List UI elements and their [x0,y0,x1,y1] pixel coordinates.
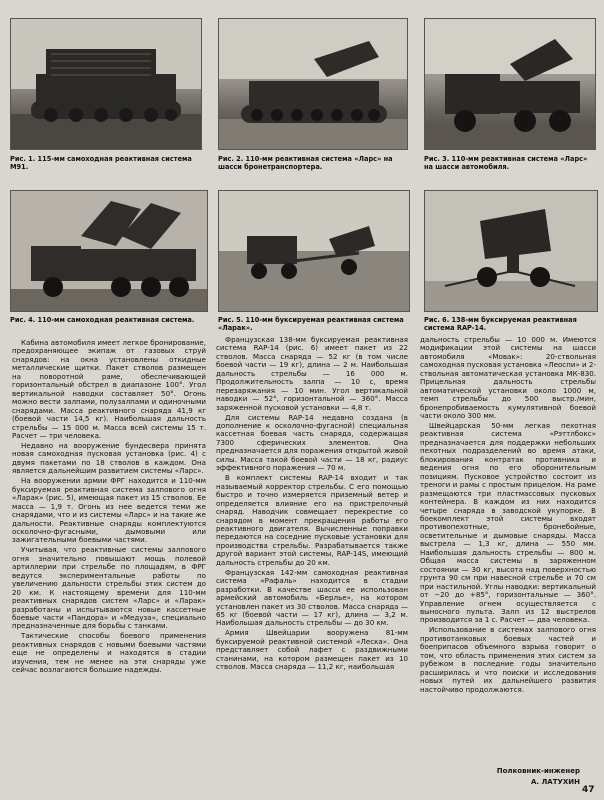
figure-4-photo [10,190,208,312]
figure-1-caption: Рис. 1. 115-мм самоходная реактивная система М91. [10,155,192,172]
col2-paragraph: Французская 142-мм самоходная реактивная система «Рафаль» находится в стадии разработки. В качестве шасси ее использован армейский автомобиль «Берлье», на котором установлен пакет из 30 стволов. Масса снаряда — 65 кг (боевой части — 17 кг), длина — 3,2 м. Наибольшая дальность стрельбы — до 30 км. [216,567,408,628]
col2-paragraph: В комплект системы RAP-14 входит и так называемый корректор стрельбы. С его помощью быстро и точно измеряется приземный ветер и определяется влияние его на пристрелочный снаряд. Наводчик совмещает перекрестие со снарядом в момент прекращения работы его реактивного двигателя. Вычисленные поправки передаются на соседние пусковые установки для производства стрельбы. Разрабатывается также другой вариант этой системы, RAP-14S, имеющий дальность стрельбы до 20 км. [216,473,408,567]
text-column-3 [420,336,596,761]
col1-paragraph: Недавно на вооружение бундесвера принята новая самоходная пусковая установка (рис. 4) с двумя пакетами по 18 стволов в каждом. Она является дальнейшим развитием системы «Ларс». [12,440,206,476]
figure-3-caption: Рис. 3. 110-мм реактивная система «Ларс» на шасси автомобиля. [424,155,588,172]
figure-5-caption: Рис. 5. 110-мм буксируемая реактивная система «Ларак». [218,316,404,333]
figure-6-caption: Рис. 6. 138-мм буксируемая реактивная система RAP-14. [424,316,577,333]
col1-paragraph: Кабина автомобиля имеет легкое бронирование, предохраняющее экипаж от газовых струй снарядов: на окна установлены откидные металлические щитки. Пакет стволов размещен на поворотной раме, обеспечивающей горизонтальный обстрел в диапазоне 100°. Угол вертикальной наводки составляет 50°. Огонь можно вести залпами, полузалпами и одиночными снарядами. Масса реактивного снаряда 41,9 кг (боевой части 14,5 кг). Наибольшая дальность стрельбы — 15 000 м. Масса всей системы 15 т. Расчет — три человека. [12,339,206,440]
page-number: 47 [582,785,595,795]
col3-paragraph: Использование в системах залпового огня противотанковых боевых частей и боеприпасов объемного взрыва говорит о том, что область применения этих систем за рубежом в последние годы значительно расширилась и что поиски и исследования новых путей их дальнейшего развития настойчиво продолжаются. [420,625,596,694]
col2-paragraph: Французская 138-мм буксируемая реактивная система RAP-14 (рис. 6) имеет пакет из 22 стволов. Масса снаряда — 52 кг (в том числе боевой части — 19 кг), длина — 2 м. Наибольшая дальность стрельбы — 16 000 м. Продолжительность залпа — 10 с, время перезаряжания — 10 мин. Угол вертикальной наводки — 52°, горизонтальной — 360°. Масса заряженной пусковой установки — 4,8 т. [216,336,408,412]
text-column-2 [216,336,408,796]
figure-4-caption: Рис. 4. 110-мм самоходная реактивная система. [10,316,195,324]
col2-paragraph: Для системы RAP-14 недавно создана (в дополнение к осколочно-фугасной) специальная кассетная боевая часть снаряда, содержащая 7300 сферических элементов. Она предназначается для поражения открытой живой силы. Масса такой боевой части — 18 кг, радиус эффективного поражения — 70 м. [216,412,408,473]
figure-5-photo [218,190,410,312]
figure-2-photo [218,18,408,150]
author-rank: Полковник-инженер [496,767,580,775]
col1-paragraph: Учитывая, что реактивные системы залпового огня значительно повышают мощь полевой артиллерии при стрельбе по площадям, в ФРГ ведутся экспериментальные работы по увеличению дальности стрельбы этих систем до 20 км. К настоящему времени для 110-мм реактивных снарядов систем «Ларс» и «Ларак» разработаны и испытываются новые кассетные боевые части «Пандора» и «Медуза», специально предназначенные для борьбы с танками. [12,545,206,631]
text-column-1 [12,339,206,789]
author-name: А. ЛАТУХИН [530,778,580,786]
figure-3-photo [424,18,596,150]
col1-paragraph: На вооружении армии ФРГ находится и 110-мм буксируемая реактивная система залпового огня «Ларак» (рис. 5), имеющая пакет из 15 стволов. Ее масса — 1,9 т. Огонь из нее ведется теми же снарядами, что и из системы «Ларс» и на такие же дальности. Реактивные снаряды комплектуются осколочно-фугасными, дымовыми или зажигательными боевыми частями. [12,476,206,545]
col3-paragraph: дальность стрельбы — 10 000 м. Имеются модификации этой системы на шасси автомобиля «Мовак»: 20-ствольная самоходная пусковая установка «Леоспи» и 2-ствольная автоматическая установка МК-830. Прицельная дальность стрельбы автоматической установки около 1000 м, темп стрельбы до 500 выстр./мин, бронепробиваемость кумулятивной боевой части около 300 мм. [420,336,596,421]
figure-1-photo [10,18,202,150]
figure-2-caption: Рис. 2. 110-мм реактивная система «Ларс» на шасси бронетранспортера. [218,155,393,172]
col3-paragraph: Швейцарская 50-мм легкая пехотная реактивная система «Рэттлбокс» предназначается для поддержки небольших пехотных подразделений во время атаки, блокирования контратак противника и ведения огня по его оборонительным позициям. Пусковое устройство состоит из треноги и рамы с простым прицелом. На раме размещаются три пластмассовых пусковых контейнера. В каждом из них находится четыре снаряда в заводской укупорке. В боекомплект этой системы входят противопехотные, бронебойные, осветительные и дымовые снаряды. Масса выстрела — 1,3 кг, длина — 550 мм. Наибольшая дальность стрельбы — 800 м. Общая масса системы в заряженном состоянии — 30 кг, высота над поверхностью грунта 90 см при навесной стрельбе и 70 см при настильной. Углы наводки: вертикальный от −20 до +85°, горизонтальные — 360°. Управление огнем осуществляется с выносного пульта. Залп из 12 выстрелов производится за 1 с. Расчет — два человека. [420,421,596,625]
col1-paragraph: Тактические способы боевого применения реактивных снарядов с новыми боевыми частями еще не определены и находятся в стадии изучения, тем не менее на эти снаряды уже сейчас возлагаются большие надежды. [12,631,206,675]
col2-paragraph: Армия Швейцарии вооружена 81-мм буксируемой реактивной системой «Леска». Она представляет собой лафет с раздвижными станинами, на котором размещен пакет из 10 стволов. Масса снаряда — 11,2 кг, наибольшая [216,628,408,672]
figure-6-photo [424,190,598,312]
